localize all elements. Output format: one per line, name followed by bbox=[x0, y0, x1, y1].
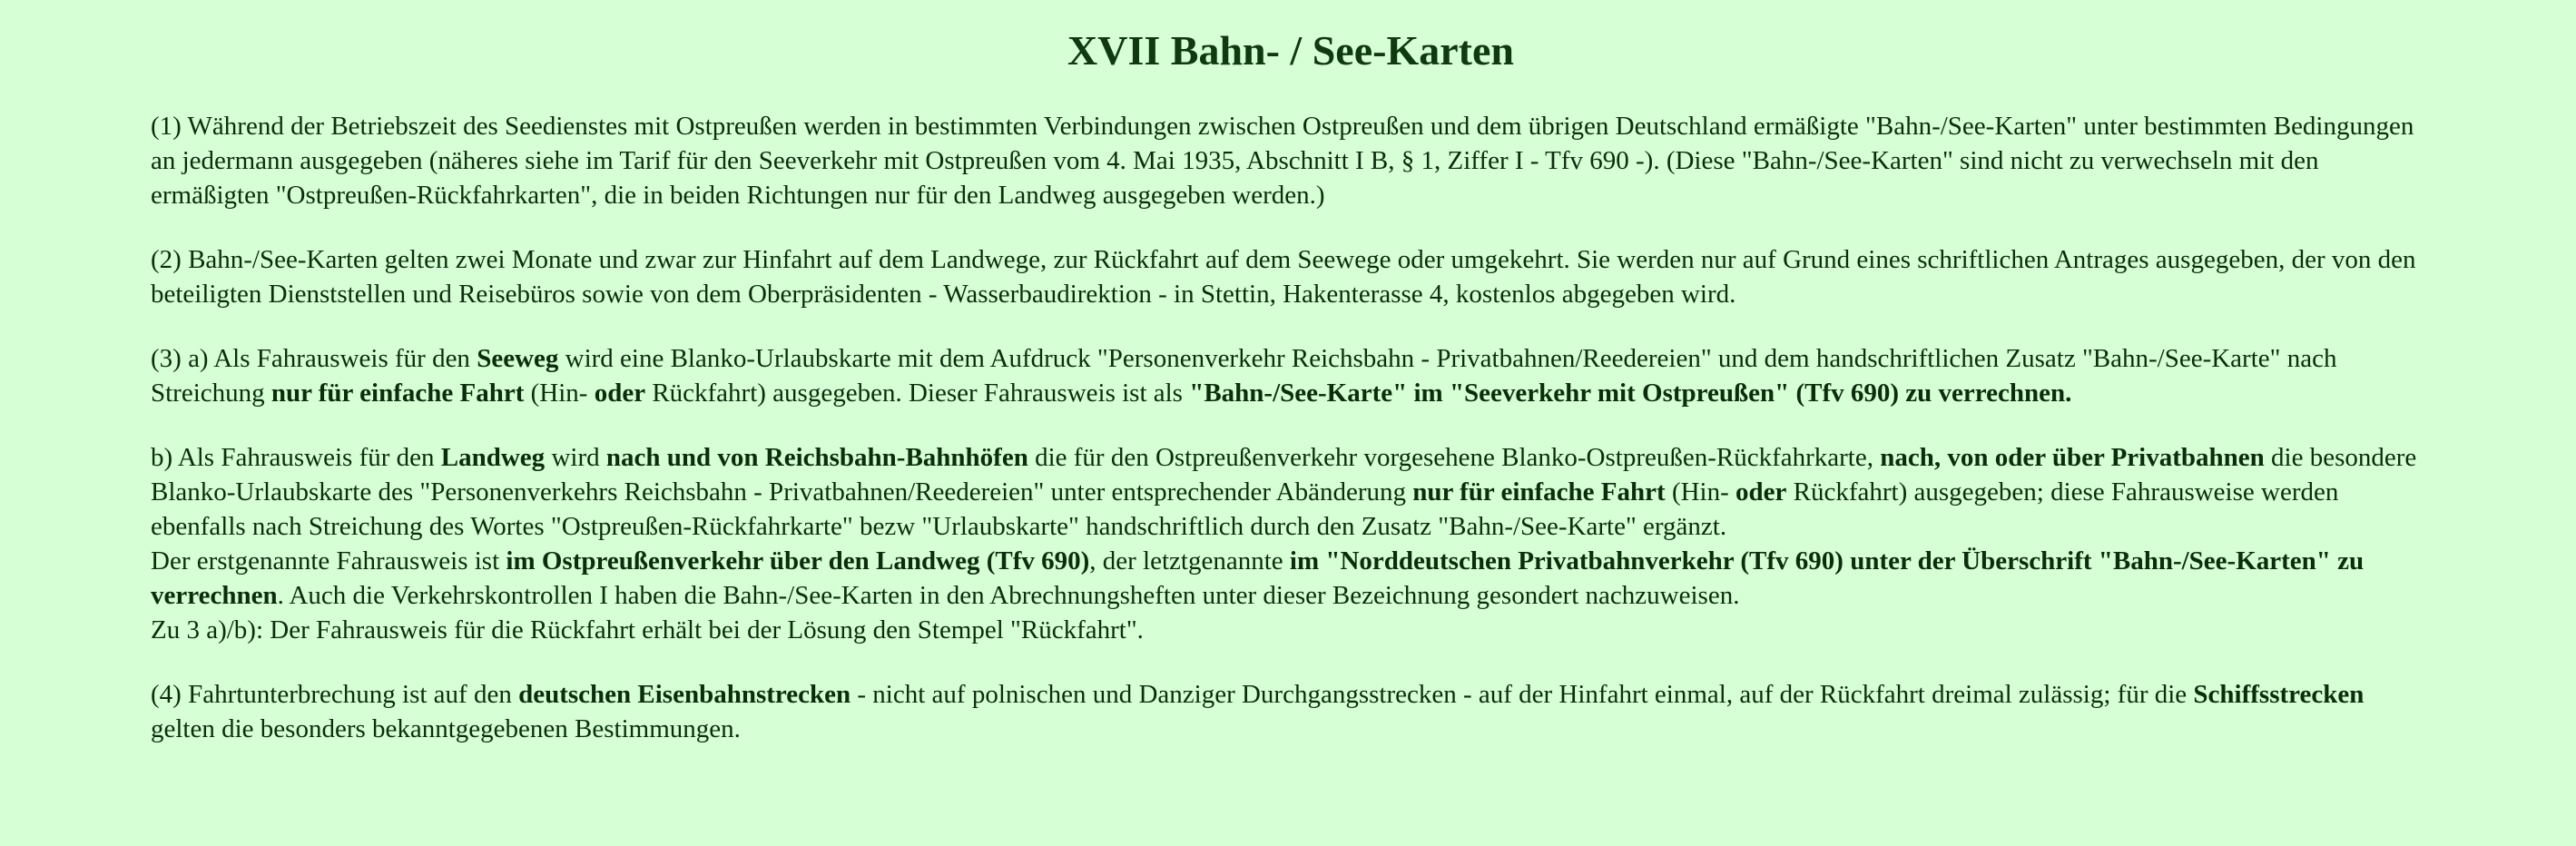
bold-text-segment: im Ostpreußenverkehr über den Landweg (Tfv 690) bbox=[506, 546, 1090, 575]
paragraph-4 bbox=[151, 677, 2431, 746]
bold-text-segment: "Bahn-/See-Karte" im "Seeverkehr mit Ostpreußen" (Tfv 690) zu verrechnen. bbox=[1189, 379, 2072, 408]
text-segment: - nicht auf polnischen und Danziger Durchgangsstrecken - auf der Hinfahrt einmal, auf der Rückfahrt dreimal zulässig; für die bbox=[850, 680, 2194, 709]
paragraph-3b-line-2 bbox=[151, 544, 2431, 613]
bold-text-segment: oder bbox=[1735, 477, 1787, 507]
paragraph-1 bbox=[151, 109, 2431, 212]
bold-text-segment: im "Norddeutschen Privatbahnverkehr (Tfv 690) unter der Überschrift "Bahn-/See-Karten" zu verrechnen bbox=[151, 546, 2365, 610]
text-segment: wird eine Blanko-Urlaubskarte mit dem Aufdruck "Personenverkehr Reichsbahn - Privatbahnen/Reedereien" und dem handschriftlichen Zusatz "Bahn-/See-Karte" nach Streichung bbox=[151, 344, 2337, 408]
text-segment: wird bbox=[545, 443, 606, 472]
paragraph-3b-line-3 bbox=[151, 613, 2431, 647]
paragraph-3b bbox=[151, 440, 2431, 647]
bold-text-segment: Seeweg bbox=[477, 344, 559, 373]
bold-text-segment: oder bbox=[594, 379, 646, 408]
bold-text-segment: nur für einfache Fahrt bbox=[1412, 477, 1666, 507]
text-segment: (Hin- bbox=[1665, 477, 1736, 507]
text-segment: (2) Bahn-/See-Karten gelten zwei Monate und zwar zur Hinfahrt auf dem Landwege, zur Rückfahrt auf dem Seewege oder umgekehrt. Sie werden nur auf Grund eines schriftlichen Antrages ausgegeben, der von den beteiligten Dienststellen und Reisebüros sowie von dem Oberpräsidenten - Wasserbaudirektion - in Stettin, Hakenterasse 4, kostenlos abgegeben wird. bbox=[151, 245, 2416, 309]
paragraph-2 bbox=[151, 242, 2431, 311]
bold-text-segment: nach und von Reichsbahn-Bahnhöfen bbox=[605, 443, 1028, 472]
text-segment: Zu 3 a)/b): Der Fahrausweis für die Rückfahrt erhält bei der Lösung den Stempel "Rückfahrt". bbox=[151, 615, 1144, 644]
text-segment: b) Als Fahrausweis für den bbox=[151, 443, 441, 472]
text-segment: (Hin- bbox=[524, 379, 595, 408]
text-segment: Rückfahrt) ausgegeben; diese Fahrausweise werden ebenfalls nach Streichung des Wortes "Ostpreußen-Rückfahrkarte" bezw "Urlaubskarte" handschriftlich durch den Zusatz "Bahn-/See-Karte" ergänzt. bbox=[151, 477, 2339, 541]
page-title: XVII Bahn- / See-Karten bbox=[1067, 27, 1514, 74]
text-segment: die besondere Blanko-Urlaubskarte des "Personenverkehrs Reichsbahn - Privatbahnen/Reedereien" unter entsprechender Abänderung bbox=[151, 443, 2417, 507]
bold-text-segment: nur für einfache Fahrt bbox=[270, 379, 525, 408]
bold-text-segment: nach, von oder über Privatbahnen bbox=[1880, 443, 2265, 472]
text-segment: (3) a) Als Fahrausweis für den bbox=[151, 344, 477, 373]
text-segment: die für den Ostpreußenverkehr vorgesehene Blanko-Ostpreußen-Rückfahrkarte, bbox=[1027, 443, 1881, 472]
paragraph-3a bbox=[151, 341, 2431, 410]
text-segment: Rückfahrt) ausgegeben. Dieser Fahrausweis ist als bbox=[645, 379, 1190, 408]
text-segment: Der erstgenannte Fahrausweis ist bbox=[151, 546, 506, 575]
bold-text-segment: deutschen Eisenbahnstrecken bbox=[518, 680, 851, 709]
bold-text-segment: Schiffsstrecken bbox=[2193, 680, 2365, 709]
paragraph-3b-line-1 bbox=[151, 440, 2431, 544]
text-segment: (1) Während der Betriebszeit des Seedienstes mit Ostpreußen werden in bestimmten Verbindungen zwischen Ostpreußen und dem übrigen Deutschland ermäßigte "Bahn-/See-Karten" unter bestimmten Bedingungen an jedermann ausgegeben (näheres siehe im Tarif für den Seeverkehr mit Ostpreußen vom 4. Mai 1935, Abschnitt I B, § 1, Ziffer I - Tfv 690 -). (Diese "Bahn-/See-Karten" sind nicht zu verwechseln mit den ermäßigten "Ostpreußen-Rückfahrkarten", die in beiden Richtungen nur für den Landweg ausgegeben werden.) bbox=[151, 112, 2414, 210]
text-segment: gelten die besonders bekanntgegebenen Bestimmungen. bbox=[151, 714, 741, 743]
text-segment: . Auch die Verkehrskontrollen I haben die Bahn-/See-Karten in den Abrechnungsheften unter dieser Bezeichnung gesondert nachzuweisen. bbox=[277, 581, 1740, 610]
text-segment: , der letztgenannte bbox=[1089, 546, 1290, 575]
bold-text-segment: Landweg bbox=[440, 443, 546, 472]
text-segment: (4) Fahrtunterbrechung ist auf den bbox=[151, 680, 519, 709]
